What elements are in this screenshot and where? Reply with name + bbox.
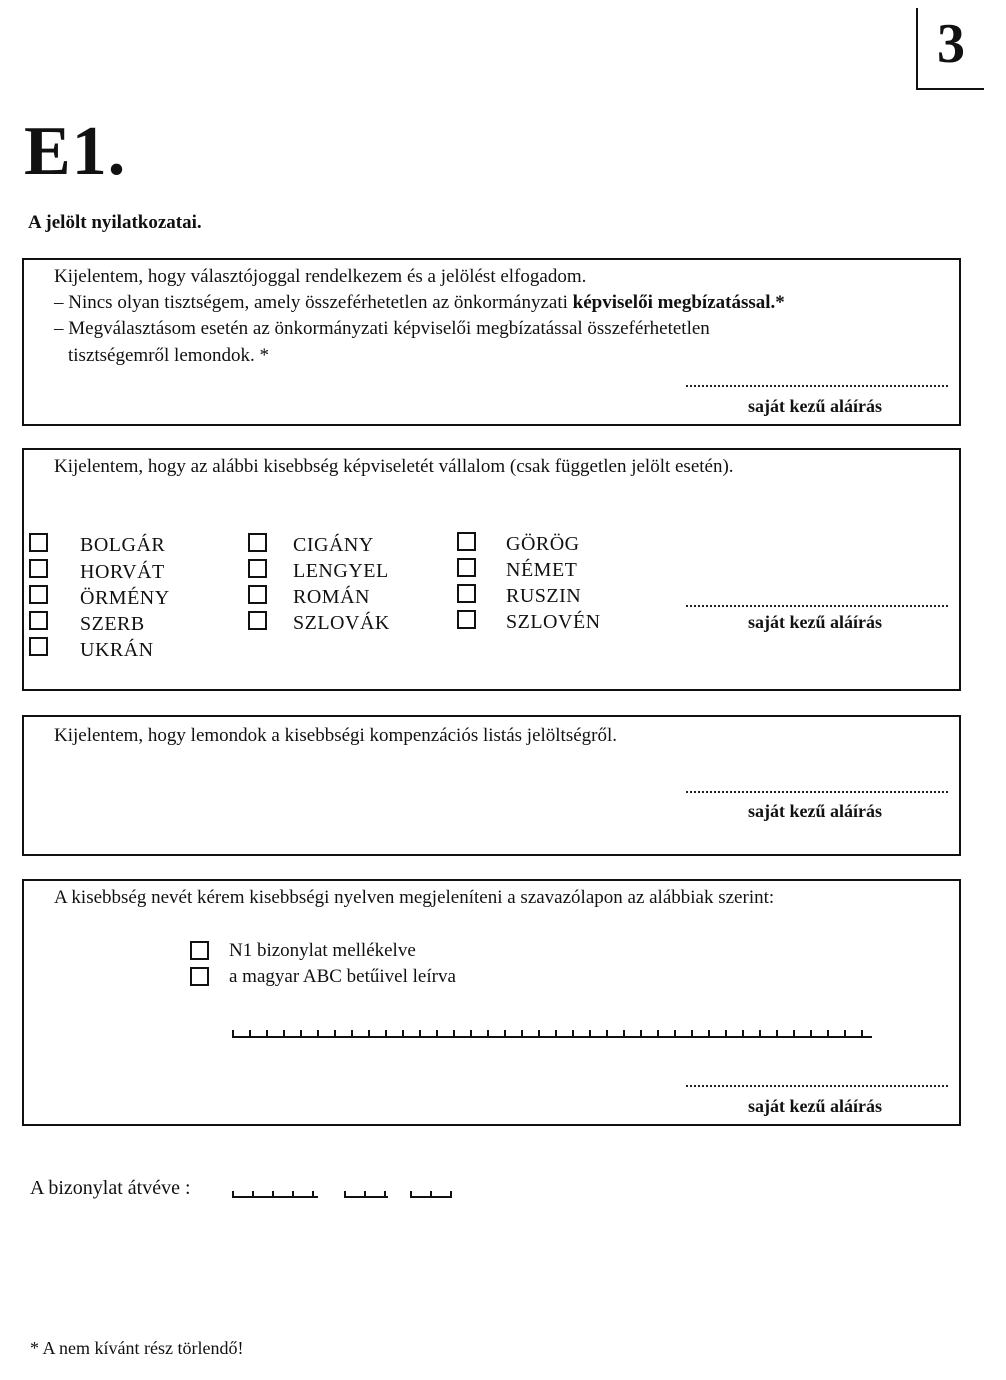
option-szloven: SZLOVÉN (506, 611, 601, 633)
checkbox-lengyel[interactable] (248, 559, 267, 578)
checkbox-szlovak[interactable] (248, 611, 267, 630)
signature-line-2[interactable] (686, 605, 948, 607)
checkbox-gorog[interactable] (457, 532, 476, 551)
option-lengyel: LENGYEL (293, 560, 389, 582)
declaration-eligibility-line1: Kijelentem, hogy választójoggal rendelkezem és a jelölést elfogadom. (54, 266, 587, 287)
checkbox-ruszin[interactable] (457, 584, 476, 603)
option-szerb: SZERB (80, 613, 145, 635)
option-ruszin: RUSZIN (506, 585, 582, 607)
option-cigany: CIGÁNY (293, 534, 374, 556)
option-nemet: NÉMET (506, 559, 578, 581)
option-hungarian-alphabet: a magyar ABC betűivel leírva (229, 966, 456, 987)
declaration-eligibility-line4: tisztségemről lemondok. * (68, 345, 270, 366)
received-date-year-field[interactable] (232, 1190, 318, 1198)
received-date-month-field[interactable] (344, 1190, 388, 1198)
option-horvat: HORVÁT (80, 561, 165, 583)
page-number: 3 (916, 8, 984, 90)
option-bolgar: BOLGÁR (80, 534, 166, 556)
signature-line-1[interactable] (686, 385, 948, 387)
signature-label-1: saját kezű aláírás (748, 396, 882, 416)
option-ormeny: ÖRMÉNY (80, 587, 170, 609)
received-date-day-field[interactable] (410, 1190, 452, 1198)
checkbox-ormeny[interactable] (29, 585, 48, 604)
declaration-eligibility-line2-bold: képviselői megbízatással.* (572, 292, 785, 313)
declaration-eligibility-line2-text: – Nincs olyan tisztségem, amely összeférhetetlen az önkormányzati (54, 292, 573, 313)
minority-representation-text: Kijelentem, hogy az alábbi kisebbség képviseletét vállalom (csak független jelölt esetén). (54, 456, 734, 477)
checkbox-szerb[interactable] (29, 611, 48, 630)
declaration-eligibility-line2 (54, 292, 785, 314)
signature-label-2: saját kezű aláírás (748, 612, 882, 632)
option-szlovak: SZLOVÁK (293, 612, 390, 634)
checkbox-roman[interactable] (248, 585, 267, 604)
checkbox-bolgar[interactable] (29, 533, 48, 552)
checkbox-szloven[interactable] (457, 610, 476, 629)
minority-name-display-box (22, 879, 961, 1126)
signature-line-4[interactable] (686, 1085, 948, 1087)
option-n1-attached: N1 bizonylat mellékelve (229, 940, 416, 961)
checkbox-n1-attached[interactable] (190, 941, 209, 960)
compensation-list-resignation-text: Kijelentem, hogy lemondok a kisebbségi kompenzációs listás jelöltségről. (54, 725, 618, 746)
minority-name-entry-field[interactable] (232, 1028, 872, 1038)
option-roman: ROMÁN (293, 586, 370, 608)
checkbox-hungarian-alphabet[interactable] (190, 967, 209, 986)
checkbox-nemet[interactable] (457, 558, 476, 577)
received-label: A bizonylat átvéve : (30, 1177, 191, 1199)
checkbox-horvat[interactable] (29, 559, 48, 578)
checkbox-cigany[interactable] (248, 533, 267, 552)
declaration-eligibility-line3: – Megválasztásom esetén az önkormányzati képviselői megbízatással összeférhetetlen (54, 318, 710, 339)
page-subtitle: A jelölt nyilatkozatai. (28, 212, 202, 233)
footnote: * A nem kívánt rész törlendő! (30, 1338, 244, 1358)
option-ukran: UKRÁN (80, 639, 154, 661)
signature-line-3[interactable] (686, 791, 948, 793)
checkbox-ukran[interactable] (29, 637, 48, 656)
option-gorog: GÖRÖG (506, 533, 580, 555)
signature-label-3: saját kezű aláírás (748, 801, 882, 821)
signature-label-4: saját kezű aláírás (748, 1096, 882, 1116)
form-code: E1. (24, 113, 127, 190)
minority-name-display-text: A kisebbség nevét kérem kisebbségi nyelven megjeleníteni a szavazólapon az alábbiak szerint: (54, 887, 775, 908)
